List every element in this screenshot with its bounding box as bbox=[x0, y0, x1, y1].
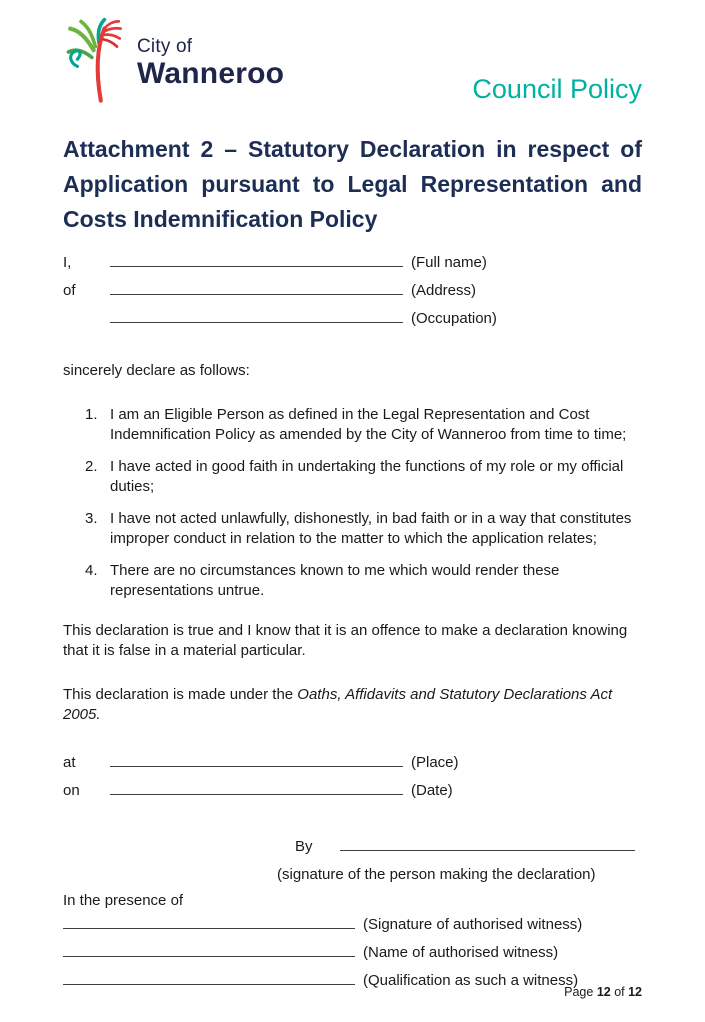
witness-intro: In the presence of bbox=[63, 892, 184, 909]
full-name-line bbox=[110, 266, 403, 267]
declaration-text: I have not acted unlawfully, dishonestly, in bad faith or in a way that constitutes improper conduct in relation to the matter to which the application relates; bbox=[110, 510, 632, 547]
declaration-item-4 bbox=[63, 561, 642, 601]
date-row bbox=[63, 781, 642, 809]
footer-page-number: 12 bbox=[596, 985, 611, 999]
logo-text bbox=[137, 36, 284, 90]
full-name-prefix: I, bbox=[63, 254, 72, 271]
logo-wanneroo: Wanneroo bbox=[137, 57, 285, 90]
place-prefix: at bbox=[63, 754, 76, 771]
address-row bbox=[63, 281, 642, 309]
date-prefix: on bbox=[63, 782, 80, 799]
declaration-item-1 bbox=[63, 405, 642, 445]
occupation-row bbox=[63, 309, 642, 337]
witness-qualification-line bbox=[63, 984, 355, 985]
city-of-wanneroo-logo bbox=[63, 16, 284, 106]
act-name: Oaths, Affidavits and Statutory Declarations Act 2005. bbox=[63, 686, 613, 723]
act-paragraph-prefix: This declaration is made under the bbox=[63, 686, 298, 703]
full-name-row bbox=[63, 253, 642, 281]
page-header bbox=[63, 16, 642, 106]
witness-signature-label: (Signature of authorised witness) bbox=[363, 916, 583, 933]
logo-city-of: City of bbox=[137, 36, 193, 57]
truth-paragraph: This declaration is true and I know that it is an offence to make a declaration knowing that it is false in a material particular. bbox=[63, 622, 628, 659]
page-title: Attachment 2 – Statutory Declaration in respect of Application pursuant to Legal Representation and Costs Indemnification Policy bbox=[63, 136, 642, 232]
occupation-label: (Occupation) bbox=[411, 310, 497, 327]
declaration-text: There are no circumstances known to me which would render these representations untrue. bbox=[110, 562, 560, 599]
declaration-item-3 bbox=[63, 509, 642, 549]
witness-name-row bbox=[63, 943, 642, 971]
witness-signature-line bbox=[63, 928, 355, 929]
declare-intro: sincerely declare as follows: bbox=[63, 362, 250, 379]
full-name-label: (Full name) bbox=[411, 254, 487, 271]
signature-by-label: By bbox=[295, 838, 313, 855]
occupation-line bbox=[110, 322, 403, 323]
signature-line bbox=[340, 850, 635, 851]
declaration-number: 4. bbox=[85, 562, 98, 579]
witness-fields bbox=[63, 915, 642, 999]
address-line bbox=[110, 294, 403, 295]
kangaroo-paw-icon bbox=[63, 16, 135, 106]
declaration-number: 2. bbox=[85, 458, 98, 475]
footer-of-word: of bbox=[610, 985, 629, 999]
declaration-number: 1. bbox=[85, 406, 98, 423]
doc-type-label: Council Policy bbox=[472, 74, 642, 104]
date-label: (Date) bbox=[411, 782, 453, 799]
identity-fields bbox=[63, 253, 642, 337]
witness-name-line bbox=[63, 956, 355, 957]
signature-by-row bbox=[295, 837, 642, 857]
witness-qualification-row bbox=[63, 971, 642, 999]
declaration-number: 3. bbox=[85, 510, 98, 527]
page-footer bbox=[564, 984, 642, 1000]
declaration-list bbox=[63, 405, 642, 601]
footer-total-pages: 12 bbox=[628, 985, 642, 999]
date-line bbox=[110, 794, 403, 795]
declaration-text: I have acted in good faith in undertaking the functions of my role or my official duties; bbox=[110, 458, 624, 495]
address-prefix: of bbox=[63, 282, 76, 299]
declaration-item-2 bbox=[63, 457, 642, 497]
declaration-text: I am an Eligible Person as defined in the Legal Representation and Cost Indemnification Policy as amended by the City of Wanneroo from time to time; bbox=[110, 406, 627, 443]
witness-name-label: (Name of authorised witness) bbox=[363, 944, 559, 961]
place-label: (Place) bbox=[411, 754, 459, 771]
act-paragraph bbox=[63, 685, 642, 725]
footer-page-word: Page bbox=[564, 985, 597, 999]
witness-qualification-label: (Qualification as such a witness) bbox=[363, 972, 579, 989]
witness-signature-row bbox=[63, 915, 642, 943]
address-label: (Address) bbox=[411, 282, 477, 299]
place-row bbox=[63, 753, 642, 781]
signature-caption: (signature of the person making the declaration) bbox=[277, 866, 596, 883]
place-date-fields bbox=[63, 753, 642, 809]
place-line bbox=[110, 766, 403, 767]
